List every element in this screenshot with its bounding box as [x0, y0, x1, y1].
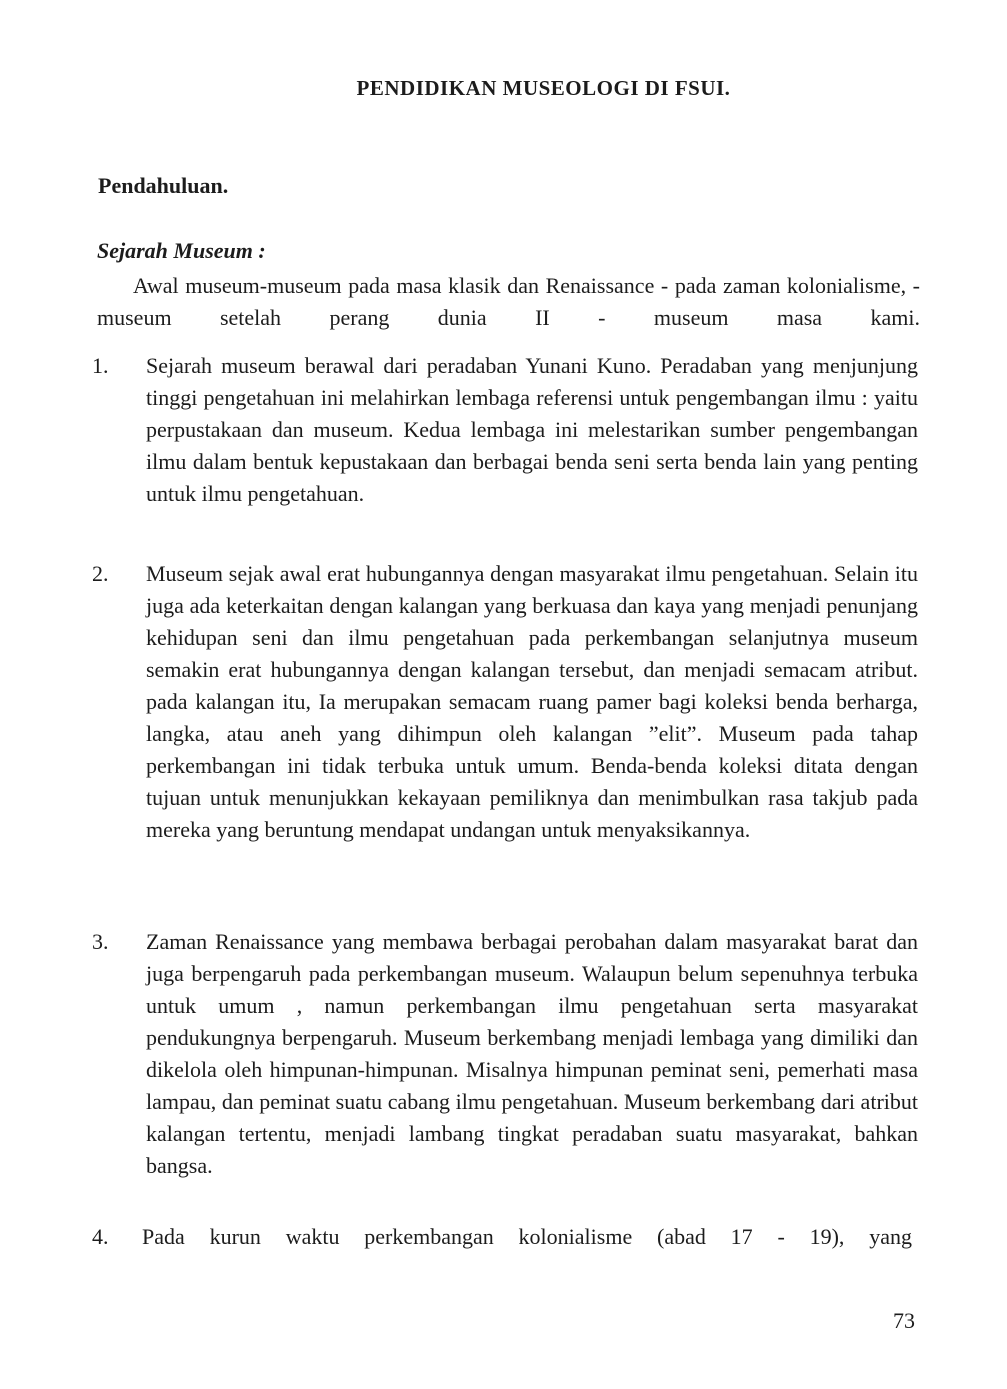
- list-item-number: 4.: [92, 1224, 109, 1249]
- section-heading: Pendahuluan.: [98, 173, 229, 198]
- list-item-number: 1.: [92, 353, 109, 378]
- list-item-text: Pada kurun waktu perkembangan kolonialisme (abad 17 - 19), yang: [142, 1224, 912, 1249]
- list-item-text: Zaman Renaissance yang membawa berbagai perobahan dalam masyarakat barat dan juga berpengaruh pada perkembangan museum. Walaupun belum sepenuhnya terbuka untuk umum , namun perkembangan ilmu pengetahuan serta masyarakat pendukungnya berpengaruh. Museum berkembang menjadi lembaga yang dimiliki dan dikelola oleh himpunan-himpunan. Misalnya himpunan peminat seni, pemerhati masa lampau, dan peminat suatu cabang ilmu pengetahuan. Museum berkembang dari atribut kalangan tertentu, menjadi lambang tingkat peradaban suatu masyarakat, bahkan bangsa.: [146, 929, 918, 1178]
- list-item-number: 3.: [92, 929, 109, 954]
- intro-paragraph: Awal museum-museum pada masa klasik dan Renaissance - pada zaman kolonialisme, - museum setelah perang dunia II - museum masa kami.: [97, 273, 920, 330]
- page-number: 73: [893, 1308, 915, 1333]
- document-title: PENDIDIKAN MUSEOLOGI DI FSUI.: [356, 76, 731, 100]
- list-item-text: Museum sejak awal erat hubungannya dengan masyarakat ilmu pengetahuan. Selain itu juga ada keterkaitan dengan kalangan yang berkuasa dan kaya yang menjadi penunjang kehidupan seni dan ilmu pengetahuan pada perkembangan selanjutnya museum semakin erat hubungannya dengan kalangan tersebut, dan menjadi semacam atribut. pada kalangan itu, Ia merupakan semacam ruang pamer bagi koleksi benda berharga, langka, atau aneh yang dihimpun oleh kalangan ”elit”. Museum pada tahap perkembangan ini tidak terbuka untuk umum. Benda-benda koleksi ditata dengan tujuan untuk menunjukkan kekayaan pemiliknya dan menimbulkan rasa takjub pada mereka yang beruntung mendapat undangan untuk menyaksikannya.: [146, 561, 918, 842]
- sub-heading: Sejarah Museum :: [97, 238, 266, 263]
- list-item-number: 2.: [92, 561, 109, 586]
- list-item-text: Sejarah museum berawal dari peradaban Yunani Kuno. Peradaban yang menjunjung tinggi pengetahuan ini melahirkan lembaga referensi untuk pengembangan ilmu : yaitu perpustakaan dan museum. Kedua lembaga ini melestarikan sumber pengembangan ilmu dalam bentuk kepustakaan dan berbagai benda seni serta benda lain yang penting untuk ilmu pengetahuan.: [146, 353, 918, 506]
